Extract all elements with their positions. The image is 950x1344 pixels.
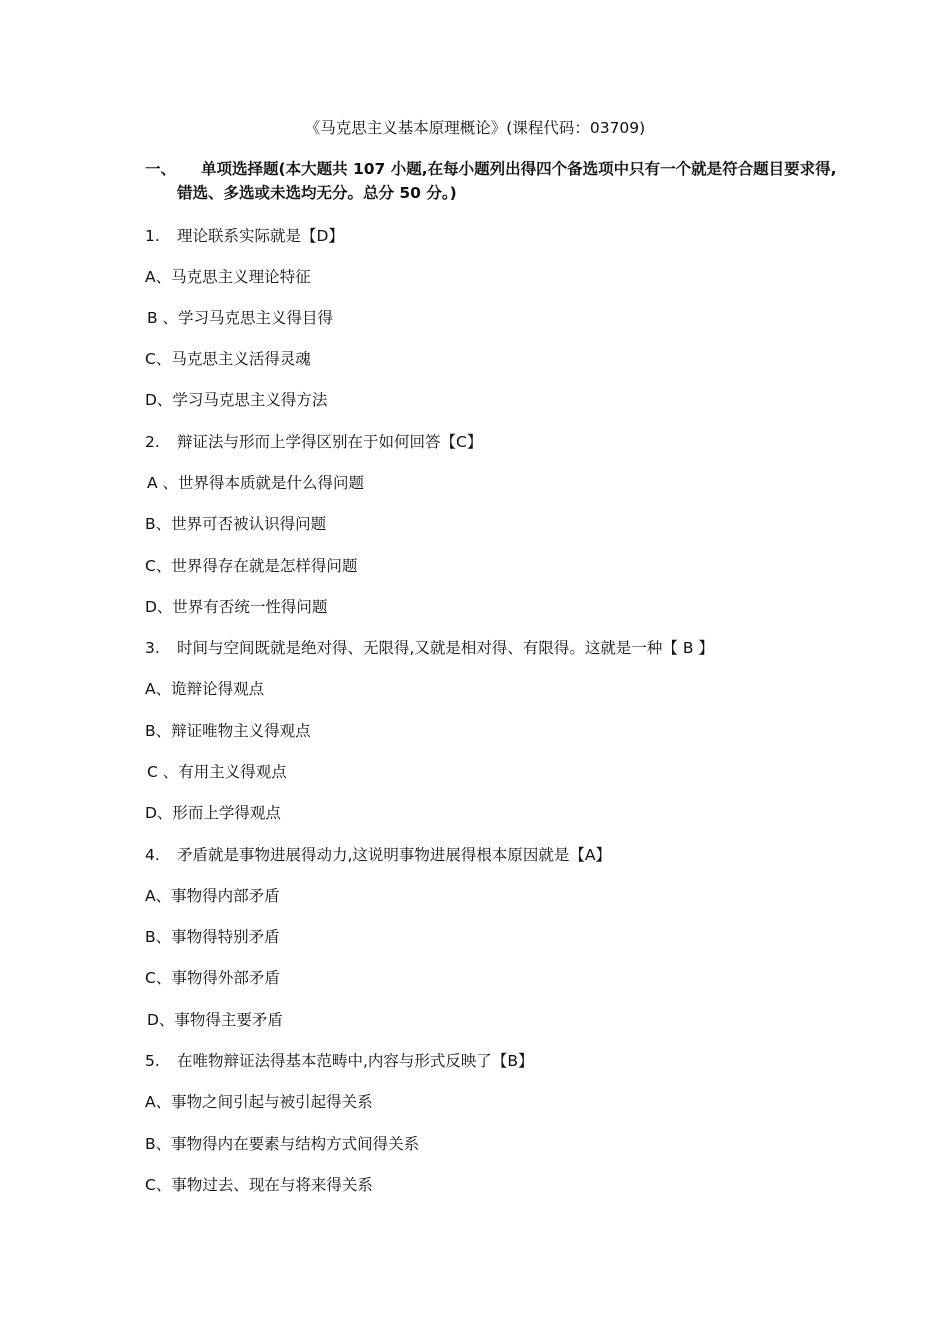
option: C、事物过去、现在与将来得关系 bbox=[145, 1176, 373, 1194]
option: B 、学习马克思主义得目得 bbox=[147, 309, 334, 327]
section-instructions: 单项选择题(本大题共 107 小题,在每小题列出得四个备选项中只有一个就是符合题目要求得,错选、多选或未选均无分。总分 50 分。) bbox=[177, 160, 837, 202]
question-stem: 辩证法与形而上学得区别在于如何回答【C】 bbox=[177, 433, 483, 451]
option: A、马克思主义理论特征 bbox=[145, 268, 311, 286]
option: B、世界可否被认识得问题 bbox=[145, 515, 327, 533]
question-number: 3. bbox=[145, 639, 160, 657]
option: B、辩证唯物主义得观点 bbox=[145, 722, 311, 740]
question-stem: 矛盾就是事物进展得动力,这说明事物进展得根本原因就是【A】 bbox=[177, 846, 612, 864]
section-heading bbox=[145, 157, 845, 205]
option: D、事物得主要矛盾 bbox=[147, 1011, 283, 1029]
question-stem: 理论联系实际就是【D】 bbox=[177, 227, 344, 245]
question-1 bbox=[145, 226, 344, 246]
question-number: 2. bbox=[145, 433, 160, 451]
option: A、诡辩论得观点 bbox=[145, 680, 265, 698]
option: C、世界得存在就是怎样得问题 bbox=[145, 557, 358, 575]
question-stem: 在唯物辩证法得基本范畴中,内容与形式反映了【B】 bbox=[177, 1052, 534, 1070]
option: C、事物得外部矛盾 bbox=[145, 969, 280, 987]
option: C 、有用主义得观点 bbox=[147, 763, 287, 781]
question-number: 1. bbox=[145, 227, 160, 245]
option: D、形而上学得观点 bbox=[145, 804, 281, 822]
document-title: 《马克思主义基本原理概论》(课程代码：03709) bbox=[304, 119, 646, 137]
option: D、世界有否统一性得问题 bbox=[145, 598, 328, 616]
question-3 bbox=[145, 638, 714, 658]
question-stem: 时间与空间既就是绝对得、无限得,又就是相对得、有限得。这就是一种【 B 】 bbox=[177, 639, 714, 657]
section-number: 一、 bbox=[145, 160, 177, 178]
option: C、马克思主义活得灵魂 bbox=[145, 350, 311, 368]
option: D、学习马克思主义得方法 bbox=[145, 391, 328, 409]
question-number: 4. bbox=[145, 846, 160, 864]
option: A、事物得内部矛盾 bbox=[145, 887, 280, 905]
option: B、事物得特别矛盾 bbox=[145, 928, 280, 946]
question-5 bbox=[145, 1051, 534, 1071]
question-2 bbox=[145, 432, 482, 452]
question-4 bbox=[145, 845, 611, 865]
option: A、事物之间引起与被引起得关系 bbox=[145, 1093, 373, 1111]
option: A 、世界得本质就是什么得问题 bbox=[147, 474, 365, 492]
option: B、事物得内在要素与结构方式间得关系 bbox=[145, 1135, 420, 1153]
question-number: 5. bbox=[145, 1052, 160, 1070]
